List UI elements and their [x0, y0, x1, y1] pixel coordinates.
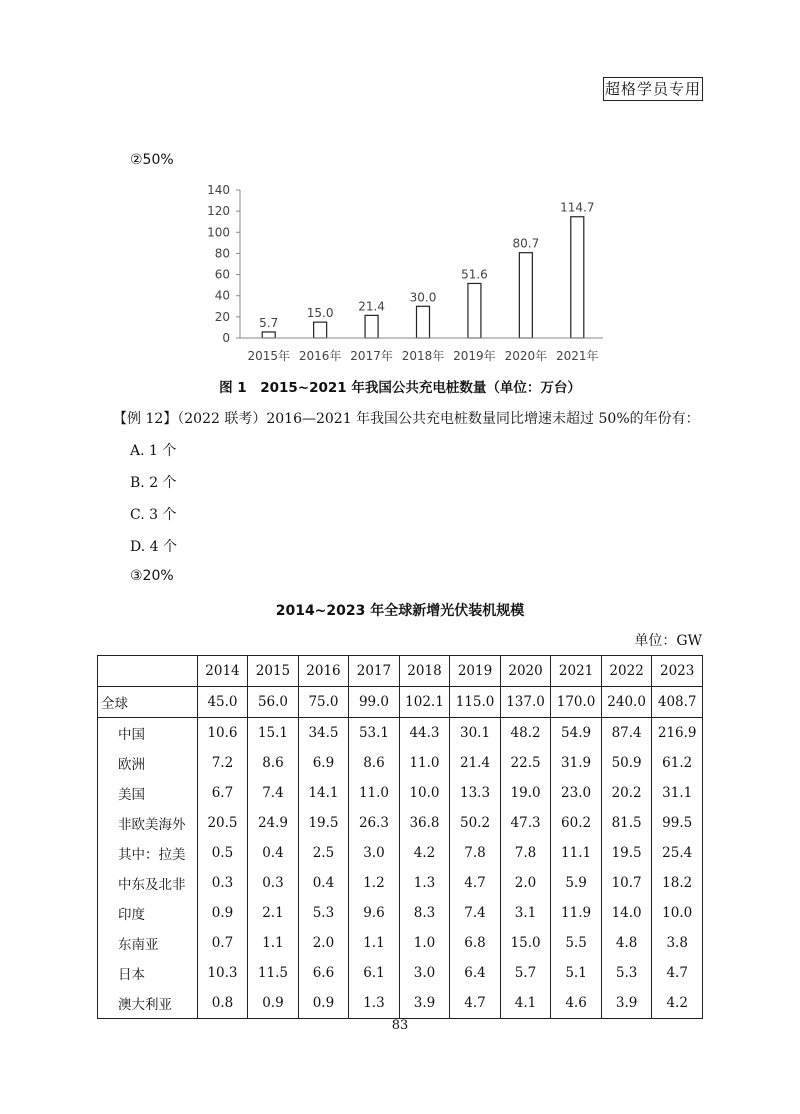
page-number: 83: [391, 1018, 409, 1033]
table-row: [98, 808, 703, 838]
value-cell: 3.0: [349, 838, 400, 868]
bar: [365, 315, 378, 338]
value-cell: 4.7: [652, 958, 703, 988]
bar-series: [259, 201, 594, 338]
value-cell: 15.0: [500, 928, 551, 958]
y-tick-label: 120: [207, 204, 230, 219]
value-cell: 11.0: [349, 778, 400, 808]
x-tick-label: 2020年: [504, 349, 548, 363]
y-axis: [207, 183, 240, 345]
value-cell: 240.0: [601, 687, 652, 718]
value-cell: 10.6: [197, 718, 248, 749]
bar: [519, 253, 532, 338]
bar-value-label: 114.7: [560, 200, 595, 215]
value-cell: 6.1: [349, 958, 400, 988]
value-cell: 11.5: [248, 958, 299, 988]
value-cell: 7.4: [248, 778, 299, 808]
x-axis: [240, 338, 603, 363]
value-cell: 5.3: [601, 958, 652, 988]
bar: [571, 217, 584, 338]
value-cell: 11.0: [399, 748, 450, 778]
value-cell: 4.2: [399, 838, 450, 868]
header-cell: 2014: [197, 656, 248, 687]
value-cell: 8.3: [399, 898, 450, 928]
table-row: [98, 958, 703, 988]
value-cell: 0.8: [197, 988, 248, 1019]
header-cell: 2015: [248, 656, 299, 687]
header-cell: 2017: [349, 656, 400, 687]
value-cell: 11.1: [551, 838, 602, 868]
x-tick-label: 2021年: [556, 349, 599, 363]
value-cell: 75.0: [298, 687, 349, 718]
header-cell: 2023: [652, 656, 703, 687]
value-cell: 13.3: [450, 778, 501, 808]
value-cell: 4.2: [652, 988, 703, 1019]
option-d[interactable]: D. 4 个: [130, 539, 177, 555]
value-cell: 4.8: [601, 928, 652, 958]
value-cell: 7.8: [500, 838, 551, 868]
value-cell: 0.9: [197, 898, 248, 928]
table-header-row: [98, 656, 703, 687]
x-tick-label: 2017年: [350, 349, 393, 363]
value-cell: 24.9: [248, 808, 299, 838]
header-cell: 2018: [399, 656, 450, 687]
value-cell: 22.5: [500, 748, 551, 778]
bar-value-label: 80.7: [512, 236, 540, 251]
value-cell: 54.9: [551, 718, 602, 749]
bar: [314, 322, 327, 338]
value-cell: 5.9: [551, 868, 602, 898]
y-tick-label: 140: [207, 183, 230, 197]
value-cell: 4.1: [500, 988, 551, 1019]
value-cell: 10.7: [601, 868, 652, 898]
value-cell: 3.1: [500, 898, 551, 928]
value-cell: 14.1: [298, 778, 349, 808]
value-cell: 19.0: [500, 778, 551, 808]
value-cell: 0.5: [197, 838, 248, 868]
value-cell: 0.3: [248, 868, 299, 898]
value-cell: 7.2: [197, 748, 248, 778]
value-cell: 4.7: [450, 868, 501, 898]
section-label-50: ②50%: [130, 152, 174, 168]
value-cell: 3.9: [601, 988, 652, 1019]
value-cell: 44.3: [399, 718, 450, 749]
value-cell: 50.9: [601, 748, 652, 778]
row-label-cell: 美国: [98, 778, 198, 808]
table-row: [98, 748, 703, 778]
value-cell: 1.2: [349, 868, 400, 898]
value-cell: 6.4: [450, 958, 501, 988]
bar-value-label: 5.7: [259, 315, 279, 330]
value-cell: 18.2: [652, 868, 703, 898]
bar-value-label: 15.0: [306, 306, 334, 321]
value-cell: 1.3: [399, 868, 450, 898]
value-cell: 6.7: [197, 778, 248, 808]
row-label-cell: 东南亚: [98, 928, 198, 958]
value-cell: 20.2: [601, 778, 652, 808]
value-cell: 5.7: [500, 958, 551, 988]
value-cell: 8.6: [349, 748, 400, 778]
table-row: [98, 928, 703, 958]
value-cell: 137.0: [500, 687, 551, 718]
section-label-20: ③20%: [130, 568, 174, 584]
value-cell: 8.6: [248, 748, 299, 778]
value-cell: 6.8: [450, 928, 501, 958]
value-cell: 0.9: [248, 988, 299, 1019]
value-cell: 6.9: [298, 748, 349, 778]
value-cell: 5.1: [551, 958, 602, 988]
value-cell: 1.1: [349, 928, 400, 958]
value-cell: 2.0: [298, 928, 349, 958]
value-cell: 216.9: [652, 718, 703, 749]
table-unit: 单位：GW: [634, 633, 702, 649]
value-cell: 170.0: [551, 687, 602, 718]
value-cell: 0.3: [197, 868, 248, 898]
x-tick-label: 2019年: [453, 349, 496, 363]
value-cell: 14.0: [601, 898, 652, 928]
row-label-cell: 中东及北非: [98, 868, 198, 898]
table-row: [98, 687, 703, 718]
y-tick-label: 100: [207, 225, 230, 240]
row-label-cell: 其中：拉美: [98, 838, 198, 868]
value-cell: 0.4: [298, 868, 349, 898]
bar: [417, 306, 430, 338]
row-label-cell: 欧洲: [98, 748, 198, 778]
bar-value-label: 30.0: [409, 290, 437, 305]
chart-caption: 图 1 2015~2021 年我国公共充电桩数量（单位：万台）: [219, 380, 581, 396]
value-cell: 56.0: [248, 687, 299, 718]
table-row: [98, 838, 703, 868]
value-cell: 30.1: [450, 718, 501, 749]
value-cell: 19.5: [298, 808, 349, 838]
value-cell: 5.5: [551, 928, 602, 958]
value-cell: 7.8: [450, 838, 501, 868]
y-tick-label: 60: [214, 267, 230, 282]
option-c[interactable]: C. 3 个: [130, 507, 177, 523]
value-cell: 408.7: [652, 687, 703, 718]
table-row: [98, 718, 703, 749]
x-tick-label: 2015年: [247, 349, 290, 363]
header-cell: 2022: [601, 656, 652, 687]
bar-value-label: 21.4: [358, 299, 385, 314]
watermark-badge: 超格学员专用: [603, 77, 703, 101]
option-a[interactable]: A. 1 个: [130, 443, 177, 459]
value-cell: 10.0: [652, 898, 703, 928]
value-cell: 0.9: [298, 988, 349, 1019]
value-cell: 2.0: [500, 868, 551, 898]
header-cell: 2021: [551, 656, 602, 687]
pv-installation-table: [97, 655, 703, 1019]
value-cell: 26.3: [349, 808, 400, 838]
value-cell: 4.7: [450, 988, 501, 1019]
x-tick-label: 2016年: [298, 349, 342, 363]
x-tick-label: 2018年: [401, 349, 445, 363]
bar-value-label: 51.6: [461, 267, 488, 282]
value-cell: 10.3: [197, 958, 248, 988]
value-cell: 47.3: [500, 808, 551, 838]
value-cell: 23.0: [551, 778, 602, 808]
value-cell: 60.2: [551, 808, 602, 838]
header-cell: 2016: [298, 656, 349, 687]
y-tick-label: 80: [214, 246, 230, 261]
value-cell: 10.0: [399, 778, 450, 808]
value-cell: 48.2: [500, 718, 551, 749]
value-cell: 115.0: [450, 687, 501, 718]
table-row: [98, 988, 703, 1019]
value-cell: 3.8: [652, 928, 703, 958]
value-cell: 50.2: [450, 808, 501, 838]
value-cell: 1.1: [248, 928, 299, 958]
value-cell: 21.4: [450, 748, 501, 778]
row-label-cell: 全球: [98, 687, 198, 718]
value-cell: 99.0: [349, 687, 400, 718]
bar: [262, 332, 275, 338]
value-cell: 15.1: [248, 718, 299, 749]
header-cell: [98, 656, 198, 687]
row-label-cell: 非欧美海外: [98, 808, 198, 838]
value-cell: 2.1: [248, 898, 299, 928]
value-cell: 7.4: [450, 898, 501, 928]
value-cell: 3.0: [399, 958, 450, 988]
value-cell: 31.1: [652, 778, 703, 808]
row-label-cell: 澳大利亚: [98, 988, 198, 1019]
value-cell: 31.9: [551, 748, 602, 778]
value-cell: 25.4: [652, 838, 703, 868]
value-cell: 11.9: [551, 898, 602, 928]
table-row: [98, 868, 703, 898]
row-label-cell: 中国: [98, 718, 198, 749]
y-tick-label: 40: [214, 288, 230, 303]
value-cell: 36.8: [399, 808, 450, 838]
row-label-cell: 日本: [98, 958, 198, 988]
value-cell: 2.5: [298, 838, 349, 868]
value-cell: 87.4: [601, 718, 652, 749]
value-cell: 34.5: [298, 718, 349, 749]
value-cell: 61.2: [652, 748, 703, 778]
value-cell: 1.0: [399, 928, 450, 958]
value-cell: 3.9: [399, 988, 450, 1019]
value-cell: 9.6: [349, 898, 400, 928]
value-cell: 5.3: [298, 898, 349, 928]
value-cell: 4.6: [551, 988, 602, 1019]
value-cell: 45.0: [197, 687, 248, 718]
value-cell: 19.5: [601, 838, 652, 868]
header-cell: 2019: [450, 656, 501, 687]
table-title: 2014~2023 年全球新增光伏装机规模: [275, 603, 525, 619]
question-text: 【例 12】（2022 联考）2016—2021 年我国公共充电桩数量同比增速未超过 50%的年份有：: [113, 411, 700, 427]
value-cell: 6.6: [298, 958, 349, 988]
value-cell: 102.1: [399, 687, 450, 718]
y-tick-label: 0: [222, 331, 230, 345]
value-cell: 0.7: [197, 928, 248, 958]
table-row: [98, 898, 703, 928]
value-cell: 20.5: [197, 808, 248, 838]
option-b[interactable]: B. 2 个: [130, 475, 177, 491]
row-label-cell: 印度: [98, 898, 198, 928]
charging-pile-bar-chart: [195, 176, 615, 376]
table-row: [98, 778, 703, 808]
header-cell: 2020: [500, 656, 551, 687]
y-tick-label: 20: [214, 309, 230, 324]
value-cell: 53.1: [349, 718, 400, 749]
value-cell: 99.5: [652, 808, 703, 838]
value-cell: 0.4: [248, 838, 299, 868]
value-cell: 1.3: [349, 988, 400, 1019]
bar: [468, 283, 481, 338]
value-cell: 81.5: [601, 808, 652, 838]
